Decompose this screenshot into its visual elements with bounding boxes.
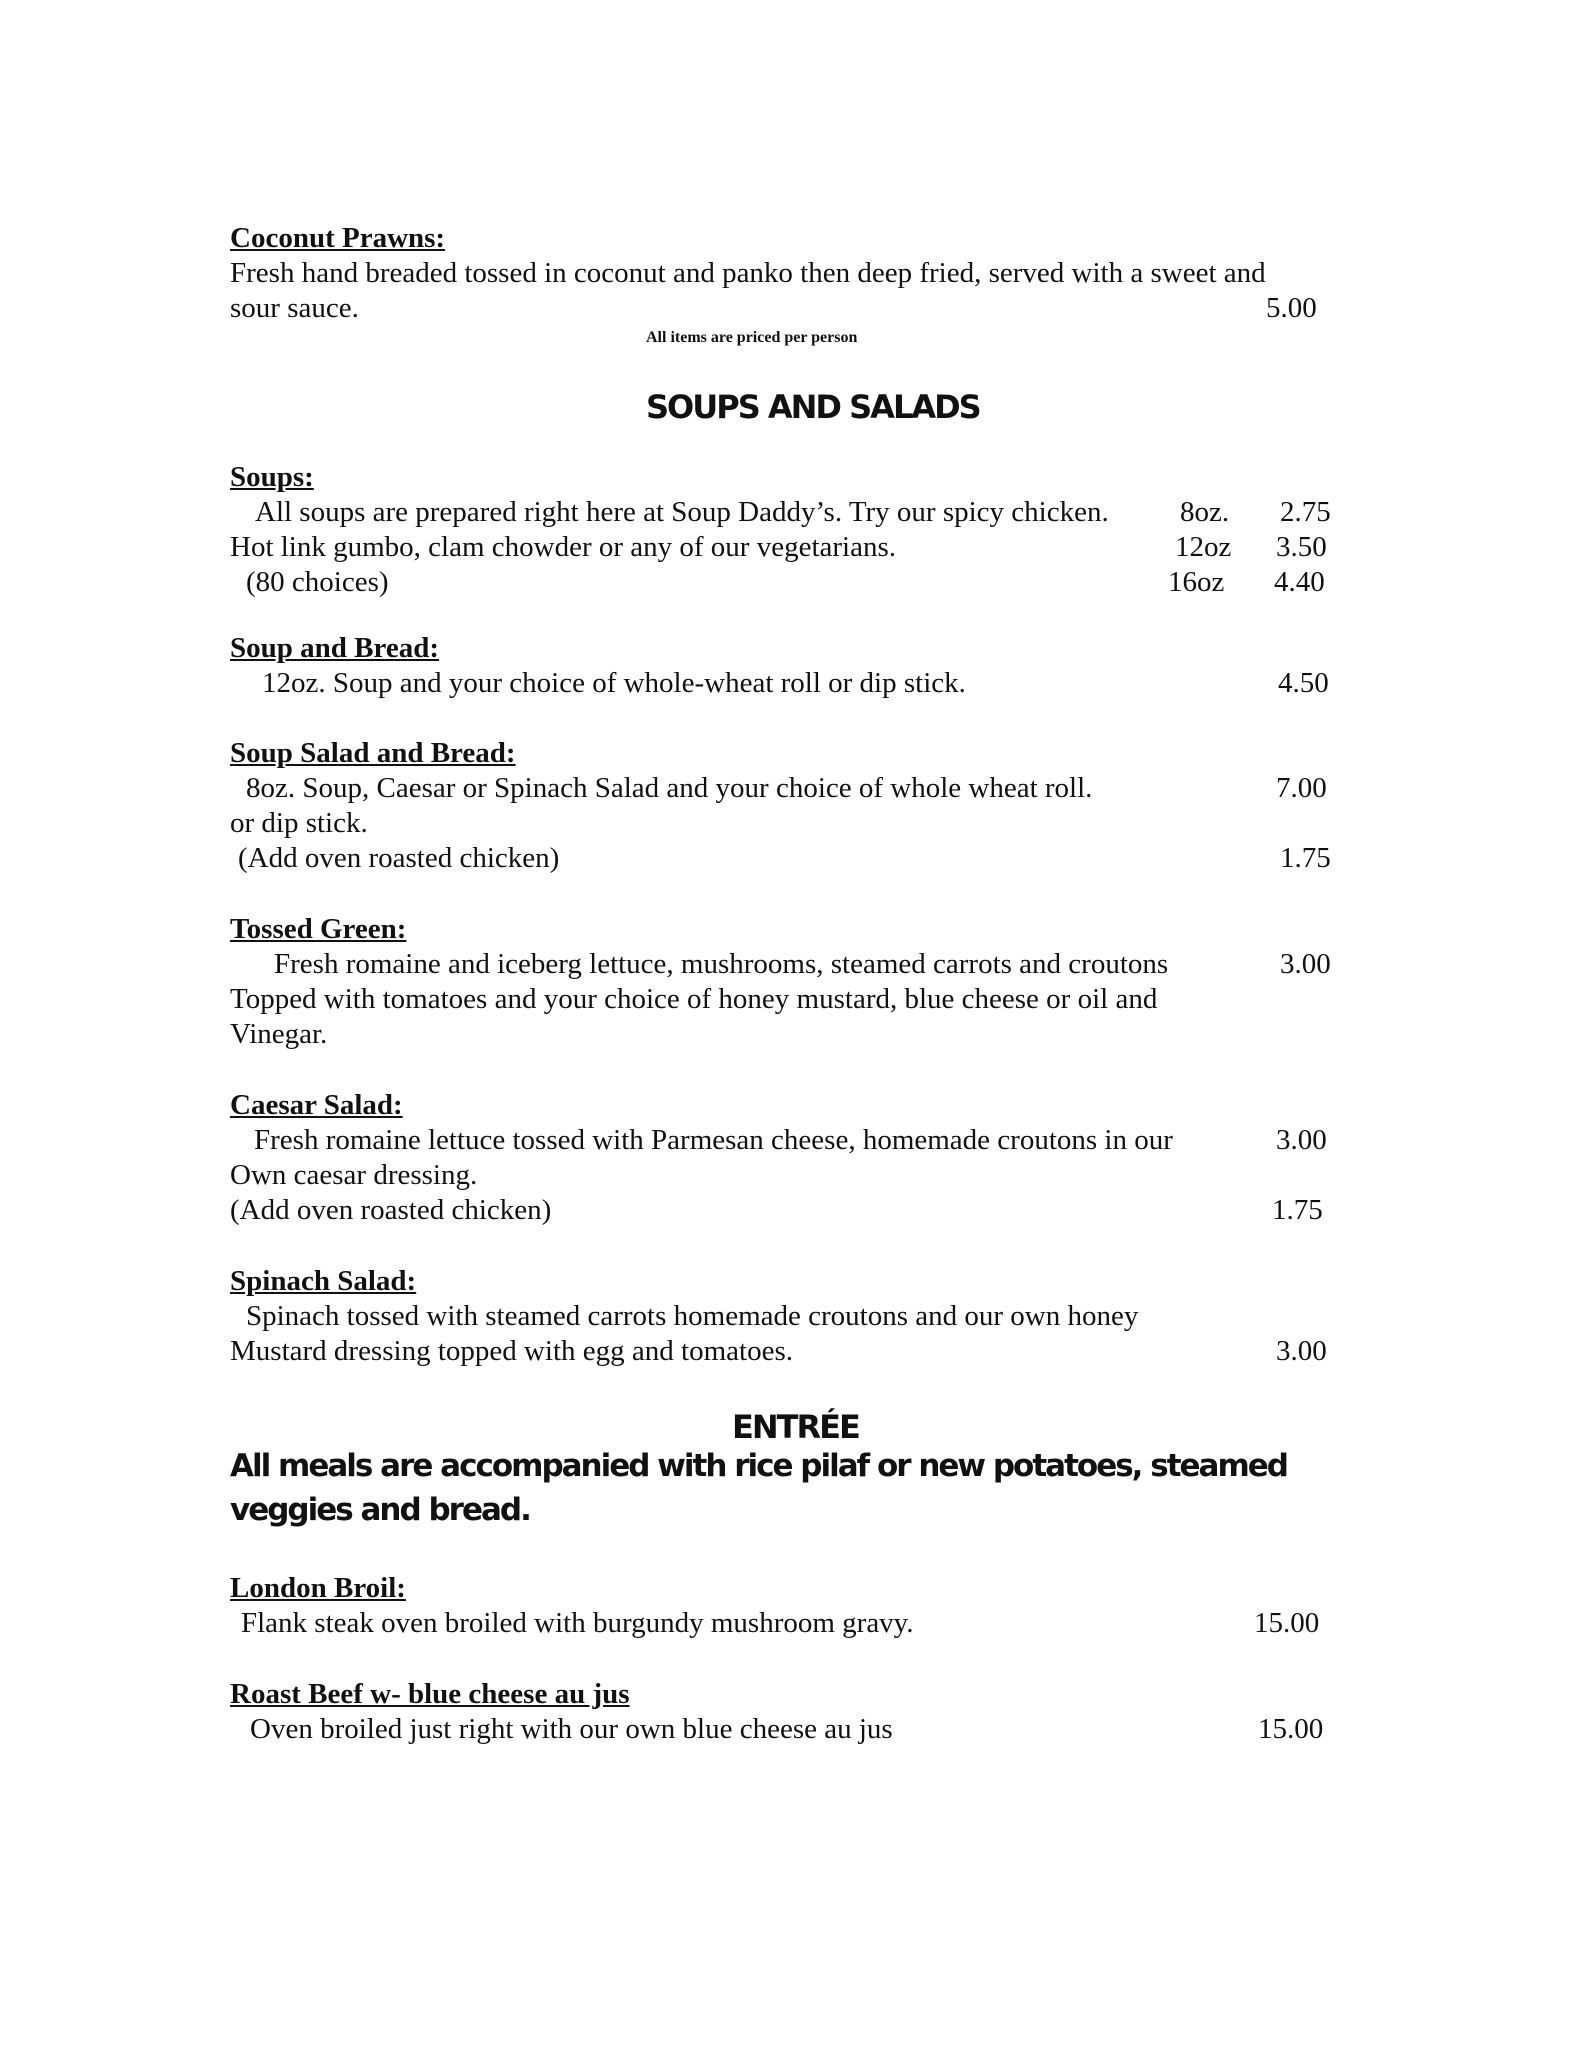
- soup-price-medium: 3.50: [1276, 531, 1327, 563]
- soup-price-large: 4.40: [1274, 566, 1325, 598]
- coconut-prawns-price: 5.00: [1266, 292, 1317, 324]
- soup-and-bread-price: 4.50: [1278, 667, 1329, 699]
- roast-beef-description: Oven broiled just right with our own blue cheese au jus: [250, 1713, 893, 1745]
- pricing-note: All items are priced per person: [646, 329, 858, 346]
- spinach-salad-description-line1: Spinach tossed with steamed carrots homemade croutons and our own honey: [246, 1300, 1139, 1332]
- entree-accompaniment-note-line1: All meals are accompanied with rice pilaf or new potatoes, steamed: [230, 1448, 1287, 1484]
- soups-description-line2: Hot link gumbo, clam chowder or any of our vegetarians.: [230, 531, 897, 563]
- spinach-salad-heading: Spinach Salad:: [230, 1265, 417, 1297]
- soup-salad-bread-description-line1: 8oz. Soup, Caesar or Spinach Salad and your choice of whole wheat roll.: [246, 772, 1093, 804]
- tossed-green-price: 3.00: [1280, 948, 1331, 980]
- entree-accompaniment-note-line2: veggies and bread.: [230, 1492, 530, 1528]
- caesar-salad-addon-price: 1.75: [1272, 1194, 1323, 1226]
- coconut-prawns-description-line1: Fresh hand breaded tossed in coconut and panko then deep fried, served with a sweet and: [230, 257, 1266, 289]
- caesar-salad-description-line1: Fresh romaine lettuce tossed with Parmesan cheese, homemade croutons in our: [254, 1124, 1173, 1156]
- soups-heading: Soups:: [230, 461, 314, 493]
- coconut-prawns-description-line2: sour sauce.: [230, 292, 359, 324]
- london-broil-description: Flank steak oven broiled with burgundy mushroom gravy.: [241, 1607, 914, 1639]
- coconut-prawns-heading: Coconut Prawns:: [230, 222, 446, 254]
- soup-size-large: 16oz: [1168, 566, 1225, 598]
- caesar-salad-description-line2: Own caesar dressing.: [230, 1159, 478, 1191]
- soup-salad-bread-description-line2: or dip stick.: [230, 807, 368, 839]
- spinach-salad-price: 3.00: [1276, 1335, 1327, 1367]
- soup-salad-bread-heading: Soup Salad and Bread:: [230, 737, 516, 769]
- soup-size-medium: 12oz: [1175, 531, 1232, 563]
- tossed-green-description-line3: Vinegar.: [230, 1018, 328, 1050]
- soup-price-small: 2.75: [1280, 496, 1331, 528]
- tossed-green-description-line2: Topped with tomatoes and your choice of honey mustard, blue cheese or oil and: [230, 983, 1158, 1015]
- soup-salad-bread-addon-price: 1.75: [1280, 842, 1331, 874]
- roast-beef-price: 15.00: [1258, 1713, 1324, 1745]
- soup-salad-bread-addon: (Add oven roasted chicken): [238, 842, 560, 874]
- soups-salads-section-title: SOUPS AND SALADS: [646, 388, 980, 426]
- tossed-green-heading: Tossed Green:: [230, 913, 407, 945]
- london-broil-heading: London Broil:: [230, 1572, 406, 1604]
- soups-description-line3: (80 choices): [246, 566, 389, 598]
- soup-salad-bread-price: 7.00: [1276, 772, 1327, 804]
- caesar-salad-heading: Caesar Salad:: [230, 1089, 403, 1121]
- soup-size-small: 8oz.: [1180, 496, 1230, 528]
- spinach-salad-description-line2: Mustard dressing topped with egg and tomatoes.: [230, 1335, 793, 1367]
- caesar-salad-addon: (Add oven roasted chicken): [230, 1194, 552, 1226]
- london-broil-price: 15.00: [1254, 1607, 1320, 1639]
- soup-and-bread-heading: Soup and Bread:: [230, 632, 439, 664]
- soups-description-line1: All soups are prepared right here at Soup Daddy’s. Try our spicy chicken.: [255, 496, 1109, 528]
- caesar-salad-price: 3.00: [1276, 1124, 1327, 1156]
- roast-beef-heading: Roast Beef w- blue cheese au jus: [230, 1678, 630, 1710]
- tossed-green-description-line1: Fresh romaine and iceberg lettuce, mushrooms, steamed carrots and croutons: [274, 948, 1169, 980]
- soup-and-bread-description: 12oz. Soup and your choice of whole-wheat roll or dip stick.: [262, 667, 966, 699]
- entree-section-title: ENTRÉE: [732, 1408, 859, 1446]
